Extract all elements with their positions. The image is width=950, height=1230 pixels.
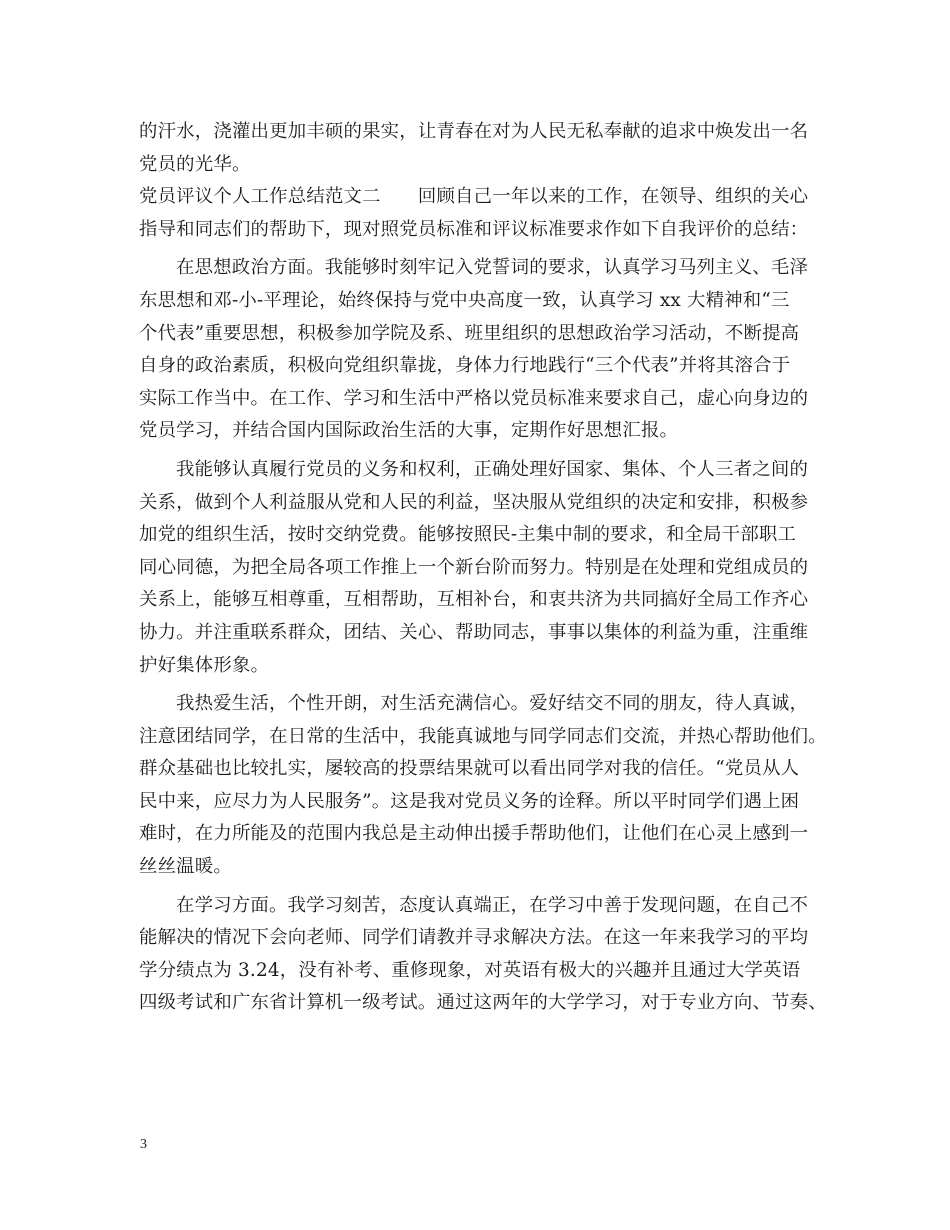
text-line: 指导和同志们的帮助下，现对照党员标准和评议标准要求作如下自我评价的总结： <box>139 218 809 240</box>
text-line: 民中来，应尽力为人民服务”。这是我对党员义务的诠释。所以平时同学们遇上困 <box>139 790 800 812</box>
document-body <box>139 116 829 1020</box>
text-line: 注意团结同学，在日常的生活中，我能真诚地与同学同志们交流，并热心帮助他们。 <box>139 725 827 747</box>
paragraph-first-line: 我能够认真履行党员的义务和权利，正确处理好国家、集体、个人三者之间的 <box>176 458 809 480</box>
text-line: 同心同德，为把全局各项工作推上一个新台阶而努力。特别是在处理和党组成员的 <box>139 556 809 578</box>
text-line: 党员的光华。 <box>139 153 251 175</box>
text-line: 实际工作当中。在工作、学习和生活中严格以党员标准来要求自己，虚心向身边的 <box>139 387 809 409</box>
text-line: 护好集体形象。 <box>139 654 270 676</box>
text-line: 党员评议个人工作总结范文二 回顾自己一年以来的工作，在领导、组织的关心 <box>139 186 809 208</box>
text-line: 丝丝温暖。 <box>139 856 232 878</box>
text-line: 协力。并注重联系群众，团结、关心、帮助同志，事事以集体的利益为重，注重维 <box>139 621 809 643</box>
page-number: 3 <box>140 1137 147 1152</box>
text-line: 关系上，能够互相尊重，互相帮助，互相补台，和衷共济为共同搞好全局工作齐心 <box>139 589 809 611</box>
text-line: 群众基础也比较扎实，屡较高的投票结果就可以看出同学对我的信任。“党员从人 <box>139 758 800 780</box>
paragraph-first-line: 在学习方面。我学习刻苦，态度认真端正，在学习中善于发现问题，在自己不 <box>176 894 809 916</box>
text-line: 的汗水，浇灌出更加丰硕的果实，让青春在对为人民无私奉献的追求中焕发出一名 <box>139 121 809 142</box>
text-line: 难时，在力所能及的范围内我总是主动伸出援手帮助他们，让他们在心灵上感到一 <box>139 823 809 845</box>
text-line: 能解决的情况下会向老师、同学们请教并寻求解决方法。在这一年来我学习的平均 <box>139 927 809 949</box>
text-line: 加党的组织生活，按时交纳党费。能够按照民-主集中制的要求，和全局干部职工 <box>139 524 797 546</box>
paragraph-first-line: 在思想政治方面。我能够时刻牢记入党誓词的要求，认真学习马列主义、毛泽 <box>176 257 809 279</box>
text-line: 四级考试和广东省计算机一级考试。通过这两年的大学学习，对于专业方向、节奏、 <box>139 992 827 1014</box>
text-line: 学分绩点为 3.24，没有补考、重修现象，对英语有极大的兴趣并且通过大学英语 <box>139 959 801 981</box>
text-line: 个代表”重要思想，积极参加学院及系、班里组织的思想政治学习活动，不断提高 <box>139 322 800 344</box>
text-line: 关系，做到个人利益服从党和人民的利益，坚决服从党组织的决定和安排，积极参 <box>139 491 809 513</box>
text-line: 自身的政治素质，积极向党组织靠拢，身体力行地践行“三个代表”并将其溶合于 <box>139 355 791 377</box>
text-line: 党员学习，并结合国内国际政治生活的大事，定期作好思想汇报。 <box>139 420 679 442</box>
paragraph-first-line: 我热爱生活，个性开朗，对生活充满信心。爱好结交不同的朋友，待人真诚， <box>176 693 809 715</box>
text-line: 东思想和邓-小-平理论，始终保持与党中央高度一致，认真学习 xx 大精神和“三 <box>139 289 790 311</box>
